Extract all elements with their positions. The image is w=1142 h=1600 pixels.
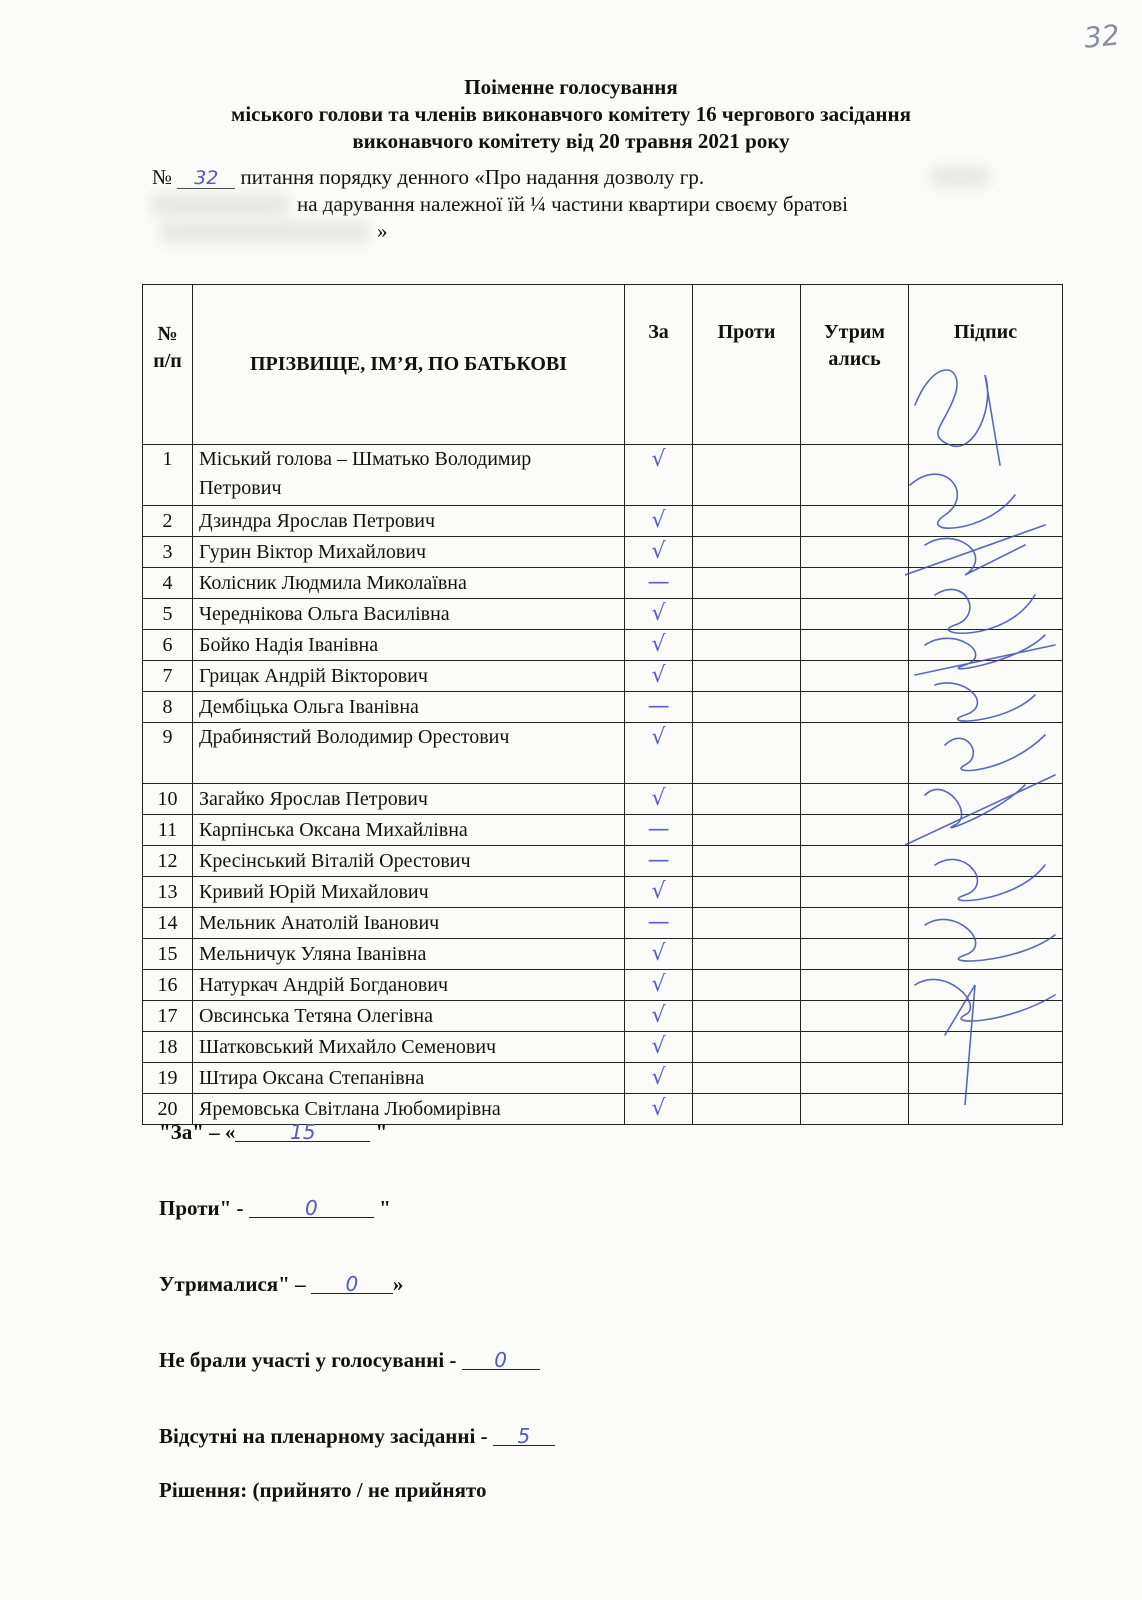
vote-for-mark: √ (625, 877, 693, 908)
vote-abstain-cell (801, 1063, 909, 1094)
row-number: 9 (143, 723, 193, 784)
vote-abstain-cell (801, 445, 909, 506)
member-name: Гурин Віктор Михайлович (193, 537, 625, 568)
total-for-value: 15 (235, 1123, 370, 1142)
row-number: 1 (143, 445, 193, 506)
vote-for-mark: √ (625, 599, 693, 630)
signature-mark (905, 775, 1055, 845)
vote-abstain-cell (801, 506, 909, 537)
vote-for-mark: √ (625, 1094, 693, 1125)
vote-against-cell (693, 908, 801, 939)
vote-for-mark: — (625, 692, 693, 723)
vote-against-cell (693, 877, 801, 908)
vote-totals (159, 1120, 555, 1500)
total-not-participated-value: 0 (462, 1351, 540, 1370)
vote-against-cell (693, 568, 801, 599)
signature-mark (915, 979, 1055, 1105)
member-name: Мельничук Уляна Іванівна (193, 939, 625, 970)
vote-for-mark: √ (625, 939, 693, 970)
member-name: Дембіцька Ольга Іванівна (193, 692, 625, 723)
vote-abstain-cell (801, 630, 909, 661)
vote-abstain-cell (801, 970, 909, 1001)
member-name: Грицак Андрій Вікторович (193, 661, 625, 692)
vote-for-mark: √ (625, 723, 693, 784)
vote-against-cell (693, 599, 801, 630)
member-name: Череднікова Ольга Василівна (193, 599, 625, 630)
vote-against-cell (693, 939, 801, 970)
vote-against-cell (693, 846, 801, 877)
vote-abstain-cell (801, 568, 909, 599)
signature-mark (935, 859, 1045, 900)
vote-against-cell (693, 1032, 801, 1063)
vote-abstain-cell (801, 784, 909, 815)
member-name: Натуркач Андрій Богданович (193, 970, 625, 1001)
vote-abstain-cell (801, 815, 909, 846)
title-line-1: Поіменне голосування (464, 75, 678, 99)
vote-against-cell (693, 784, 801, 815)
subject-line-3: » (377, 219, 388, 243)
vote-for-mark: — (625, 908, 693, 939)
redacted-name (930, 166, 990, 188)
decision-line: Рішення: (прийнято / не прийнято (159, 1478, 487, 1502)
signature-mark (915, 370, 1000, 465)
row-number: 7 (143, 661, 193, 692)
vote-abstain-cell (801, 537, 909, 568)
redacted-name (160, 220, 370, 244)
row-number: 20 (143, 1094, 193, 1125)
member-name: Кривий Юрій Михайлович (193, 877, 625, 908)
vote-abstain-cell (801, 599, 909, 630)
signature-mark (925, 919, 1055, 961)
total-for: "За" – « 15 " (159, 1120, 388, 1144)
vote-for-mark: √ (625, 970, 693, 1001)
member-name: Драбинястий Володимир Орестович (193, 723, 625, 784)
title-line-3: виконавчого комітету від 20 травня 2021 року (352, 129, 790, 153)
row-number: 15 (143, 939, 193, 970)
vote-for-mark: √ (625, 1032, 693, 1063)
vote-abstain-cell (801, 846, 909, 877)
total-absent: Відсутні на пленарному засіданні - 5 (159, 1424, 555, 1500)
row-number: 16 (143, 970, 193, 1001)
vote-against-cell (693, 630, 801, 661)
header-name: ПРІЗВИЩЕ, ІМ’Я, ПО БАТЬКОВІ (193, 285, 625, 445)
row-number: 13 (143, 877, 193, 908)
row-number: 12 (143, 846, 193, 877)
header-num: № п/п (143, 285, 193, 445)
row-number: 5 (143, 599, 193, 630)
vote-against-cell (693, 537, 801, 568)
row-number: 19 (143, 1063, 193, 1094)
vote-against-cell (693, 1001, 801, 1032)
signatures-overlay (905, 345, 1065, 1105)
member-name: Міський голова – Шматько Володимир Петрович (193, 445, 625, 506)
row-number: 8 (143, 692, 193, 723)
vote-abstain-cell (801, 661, 909, 692)
total-against-value: 0 (249, 1199, 374, 1218)
vote-abstain-cell (801, 1094, 909, 1125)
vote-for-mark: √ (625, 630, 693, 661)
title-line-2: міського голови та членів виконавчого комітету 16 чергового засідання (231, 102, 911, 126)
vote-for-mark: √ (625, 537, 693, 568)
row-number: 4 (143, 568, 193, 599)
header-abstain: Утрим ались (801, 285, 909, 445)
row-number: 11 (143, 815, 193, 846)
vote-abstain-cell (801, 723, 909, 784)
subject-line-1: питання порядку денного «Про надання дозволу гр. (240, 165, 705, 189)
number-prefix: № (152, 165, 173, 189)
vote-against-cell (693, 723, 801, 784)
row-number: 6 (143, 630, 193, 661)
vote-against-cell (693, 661, 801, 692)
vote-abstain-cell (801, 692, 909, 723)
header-signature: Підпис (909, 285, 1063, 445)
vote-abstain-cell (801, 1032, 909, 1063)
vote-against-cell (693, 506, 801, 537)
vote-against-cell (693, 815, 801, 846)
agenda-number: 32 (177, 168, 235, 189)
signature-mark (910, 474, 1015, 528)
row-number: 10 (143, 784, 193, 815)
vote-for-mark: — (625, 815, 693, 846)
member-name: Шатковський Михайло Семенович (193, 1032, 625, 1063)
member-name: Загайко Ярослав Петрович (193, 784, 625, 815)
subject-line-2: на дарування належної їй ¼ частини квартири своєму братові (297, 192, 848, 216)
total-abstained-value: 0 (311, 1275, 393, 1294)
member-name: Карпінська Оксана Михайлівна (193, 815, 625, 846)
redacted-name (150, 193, 290, 217)
vote-for-mark: √ (625, 445, 693, 506)
vote-abstain-cell (801, 908, 909, 939)
signature-mark (905, 525, 1045, 575)
row-number: 18 (143, 1032, 193, 1063)
document-title (0, 74, 1142, 155)
row-number: 17 (143, 1001, 193, 1032)
signature-mark (935, 683, 1035, 721)
vote-for-mark: — (625, 846, 693, 877)
row-number: 3 (143, 537, 193, 568)
vote-against-cell (693, 1063, 801, 1094)
member-name: Мельник Анатолій Іванович (193, 908, 625, 939)
vote-for-mark: √ (625, 1001, 693, 1032)
member-name: Бойко Надія Іванівна (193, 630, 625, 661)
vote-against-cell (693, 692, 801, 723)
vote-abstain-cell (801, 1001, 909, 1032)
member-name: Дзиндра Ярослав Петрович (193, 506, 625, 537)
signature-mark (935, 589, 1035, 633)
vote-for-mark: √ (625, 661, 693, 692)
vote-for-mark: √ (625, 506, 693, 537)
total-not-participated: Не брали участі у голосуванні - 0 (159, 1348, 555, 1424)
member-name: Кресінський Віталій Орестович (193, 846, 625, 877)
row-number: 2 (143, 506, 193, 537)
vote-against-cell (693, 1094, 801, 1125)
member-name: Колісник Людмила Миколаївна (193, 568, 625, 599)
page-number: 32 (1082, 18, 1122, 55)
vote-abstain-cell (801, 877, 909, 908)
vote-against-cell (693, 445, 801, 506)
header-for: За (625, 285, 693, 445)
vote-for-mark: — (625, 568, 693, 599)
signature-mark (945, 735, 1045, 771)
vote-for-mark: √ (625, 784, 693, 815)
member-name: Яремовська Світлана Любомирівна (193, 1094, 625, 1125)
header-against: Проти (693, 285, 801, 445)
signature-mark (915, 635, 1055, 675)
total-absent-value: 5 (493, 1427, 555, 1446)
row-number: 14 (143, 908, 193, 939)
member-name: Штира Оксана Степанівна (193, 1063, 625, 1094)
total-abstained: Утрималися" – 0 » (159, 1272, 404, 1296)
member-name: Овсинська Тетяна Олегівна (193, 1001, 625, 1032)
total-against: Проти" - 0 " (159, 1196, 391, 1220)
vote-for-mark: √ (625, 1063, 693, 1094)
vote-against-cell (693, 970, 801, 1001)
vote-abstain-cell (801, 939, 909, 970)
